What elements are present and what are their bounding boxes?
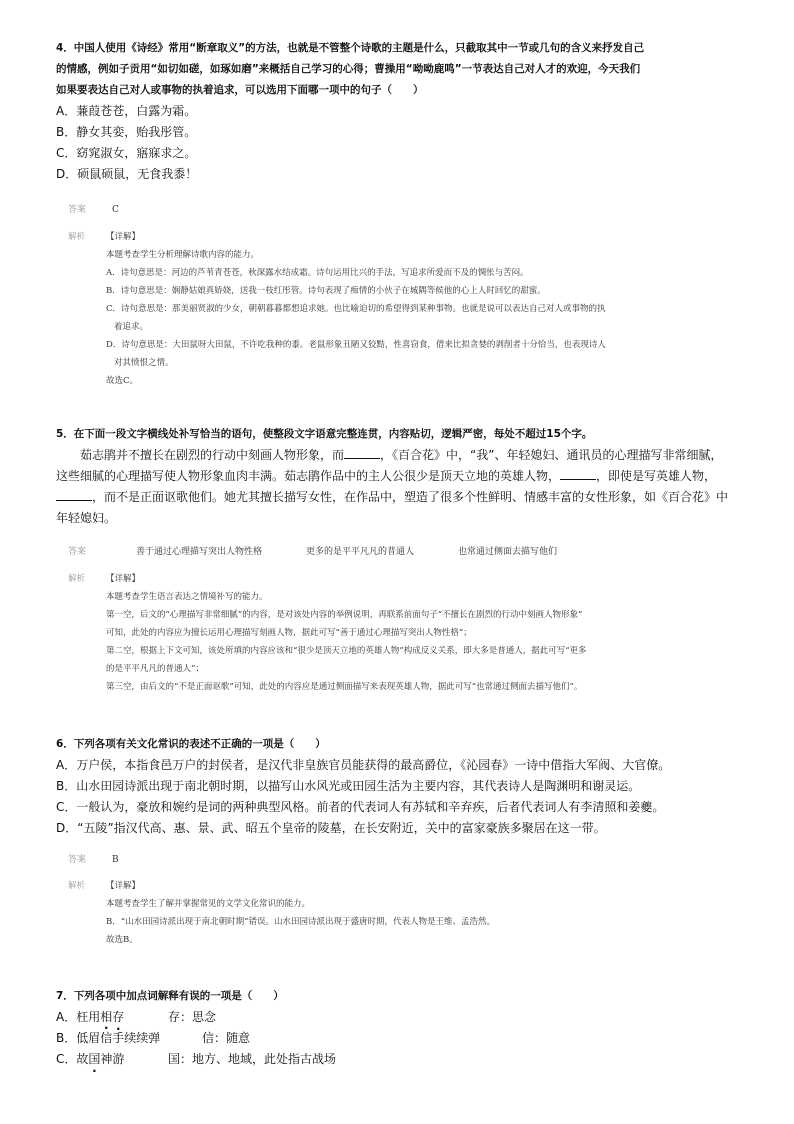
q5-analysis-line: 第三空，由后文的“不是正面讴歌”可知，此处的内容应是通过侧面描写来表现英雄人物，据此可写“也常通过侧面去描写他们”。: [106, 682, 583, 692]
q4-analysis-line: B．诗句意思是：娴静姑娘真娇娆，送我一枝红彤管。诗句表现了痴情的小伙子在城隅等候他的心上人时回忆的甜蜜。: [106, 286, 546, 296]
q6-analysis-line: 【详解】: [106, 881, 141, 891]
q5-analysis: [68, 570, 728, 692]
q5-blank-3: [56, 488, 92, 501]
q4-option-a: A．蒹葭苍苍，白露为霜。: [56, 104, 197, 118]
q6-option-a: A．万户侯，本指食邑万户的封侯者，是汉代非皇族官员能获得的最高爵位，《沁园春》一诗中借指大军阀、大官僚。: [56, 758, 671, 772]
q7-stem: 7．下列各项中加点词解释有误的一项是（ ）: [56, 990, 284, 1002]
question-5: [56, 424, 746, 529]
q7-gloss: 存：思念: [168, 1010, 217, 1024]
q4-option-b: B．静女其娈，贻我彤管。: [56, 125, 197, 139]
q7-option-c: [56, 1049, 746, 1070]
q4-option-c: C．窈窕淑女，寤寐求之。: [56, 146, 197, 160]
q7-option-a: [56, 1007, 746, 1028]
q5-analysis-line: 可知，此处的内容应为擅长运用心理描写刻画人物，据此可写“善于通过心理描写突出人物性格”；: [106, 628, 472, 638]
q5-passage-text: ，而不是正面讴歌他们。她尤其擅长描写女性，在作品中，塑造了很多个性鲜明、情感丰富的女性形象，如《百合花》中: [92, 490, 729, 504]
q5-analysis-line: 第二空，根据上下文可知，该处所填的内容应该和“很少是顶天立地的英雄人物”构成反义关系，即大多是普通人，据此可写“更多: [106, 646, 587, 656]
q4-analysis: [68, 228, 728, 386]
q7-dotted-word: 信: [100, 1031, 113, 1045]
q4-analysis-line: C．诗句意思是：那美丽贤淑的少女，朝朝暮暮都想追求她。也比喻迫切的希望得到某种事物。也就是说可以表达自己对人或事物的执: [106, 304, 606, 314]
q5-passage-line-4: 年轻媳妇。: [56, 511, 117, 525]
q6-analysis-line: B．“山水田园诗派出现于南北朝时期”错误。山水田园诗派出现于盛唐时期，代表人物是王维、孟浩然。: [106, 917, 495, 927]
q4-answer: C: [112, 205, 119, 215]
q7-gloss: 信：随意: [202, 1031, 251, 1045]
q7-dotted-word: 国: [88, 1052, 101, 1066]
question-4: [56, 38, 746, 185]
q6-answer-row: [68, 854, 119, 866]
q6-analysis-line: 故选B。: [106, 935, 138, 945]
q4-stem-line-2: 的情感，例如子贡用“如切如磋，如琢如磨”来概括自己学习的心得；曹操用“呦呦鹿鸣”一节表达自己对人才的欢迎，今天我们: [56, 63, 641, 75]
question-7: [56, 986, 746, 1070]
q5-passage-line-3: [56, 487, 746, 508]
q4-answer-row: [68, 204, 119, 216]
q6-answer: B: [112, 855, 119, 865]
q7-option-text: 神游: [100, 1052, 125, 1066]
q5-passage-line-1: [56, 445, 746, 466]
q5-passage-text: ，即使是写英雄人物，: [596, 469, 717, 483]
q5-analysis-line: 本题考查学生语言表达之情境补写的能力。: [106, 592, 268, 602]
q5-answer-row: [68, 546, 557, 558]
q4-option-d: D．硕鼠硕鼠，无食我黍！: [56, 167, 198, 181]
q7-option-text: 手续续弹: [112, 1031, 161, 1045]
q7-option-text: B．低眉: [56, 1031, 101, 1045]
q5-passage-text: 这些细腻的心理描写使人物形象血肉丰满。茹志鹃作品中的主人公很少是顶天立地的英雄人物，: [56, 469, 561, 483]
q4-analysis-label: 解析: [68, 232, 86, 242]
q5-analysis-line: 的是平平凡凡的普通人”；: [106, 664, 204, 674]
q5-analysis-line: 【详解】: [106, 574, 141, 584]
q6-analysis: [68, 877, 728, 945]
q6-analysis-line: 本题考查学生了解并掌握常见的文学文化常识的能力。: [106, 899, 311, 909]
q6-answer-label: 答案: [68, 855, 87, 865]
q7-option-b: [56, 1028, 746, 1049]
q5-answer-2: 更多的是平平凡凡的普通人: [306, 547, 415, 557]
q4-analysis-line: 对其愤恨之情。: [114, 358, 174, 368]
q5-blank-1: [344, 446, 380, 459]
q7-gloss: 国：地方、地域，此处指古战场: [168, 1052, 337, 1066]
q5-stem: 5．在下面一段文字横线处补写恰当的语句，使整段文字语意完整连贯，内容贴切，逻辑严密，每处不超过15个字。: [56, 428, 593, 440]
q4-stem-line-1: 4．中国人使用《诗经》常用“断章取义”的方法，也就是不管整个诗歌的主题是什么，只截取其中一节或几句的含义来抒发自己: [56, 42, 645, 54]
q7-dotted-word: 存: [112, 1010, 125, 1024]
q4-analysis-line: 本题考查学生分析理解诗歌内容的能力。: [106, 250, 260, 260]
q6-option-c: C．一般认为，豪放和婉约是词的两种典型风格。前者的代表词人有苏轼和辛弃疾，后者代表词人有李清照和姜夔。: [56, 800, 665, 814]
q5-answer-3: 也常通过侧面去描写他们: [458, 547, 558, 557]
q4-analysis-line: A．诗句意思是：河边的芦苇青苍苍，秋深露水结成霜。诗句运用比兴的手法，写追求所爱而不及的惆怅与苦闷。: [106, 268, 529, 278]
q4-answer-label: 答案: [68, 205, 87, 215]
question-6: [56, 734, 746, 839]
q4-analysis-line: 【详解】: [106, 232, 141, 242]
q5-analysis-line: 第一空，后文的“心理描写非常细腻”的内容，是对该处内容的举例说明，再联系前面句子“不擅长在剧烈的行动中刻画人物形象”: [106, 610, 583, 620]
q4-analysis-line: D．诗句意思是：大田鼠呀大田鼠，不许吃我种的黍。老鼠形象丑陋又狡黠，性喜窃食，借来比拟贪婪的剥削者十分恰当，也表现诗人: [106, 340, 606, 350]
q5-passage-line-2: [56, 466, 746, 487]
q6-analysis-label: 解析: [68, 881, 86, 891]
q6-option-b: B．山水田园诗派出现于南北朝时期，以描写山水风光或田园生活为主要内容，其代表诗人是陶渊明和谢灵运。: [56, 779, 641, 793]
q5-passage-text: 茹志鹃并不擅长在剧烈的行动中刻画人物形象，而: [80, 448, 345, 462]
q6-option-d: D．“五陵”指汉代高、惠、景、武、昭五个皇帝的陵墓，在长安附近，关中的富家豪族多聚居在这一带。: [56, 821, 606, 835]
q5-answer-label: 答案: [68, 547, 87, 557]
q6-stem: 6．下列各项有关文化常识的表述不正确的一项是（ ）: [56, 738, 326, 750]
q5-passage-text: ，《百合花》中，“我”、年轻媳妇、通讯员的心理描写非常细腻，: [380, 448, 723, 462]
q5-answer-1: 善于通过心理描写突出人物性格: [136, 547, 263, 557]
q5-analysis-label: 解析: [68, 574, 86, 584]
q4-stem-line-3: 如果要表达自己对人或事物的执着追求，可以选用下面哪一项中的句子（ ）: [56, 84, 424, 96]
q5-blank-2: [560, 467, 596, 480]
q7-option-text: A．枉用相: [56, 1010, 113, 1024]
q4-analysis-line: 着追求。: [114, 322, 149, 332]
q7-option-text: C．故: [56, 1052, 89, 1066]
q4-analysis-line: 故选C。: [106, 376, 139, 386]
